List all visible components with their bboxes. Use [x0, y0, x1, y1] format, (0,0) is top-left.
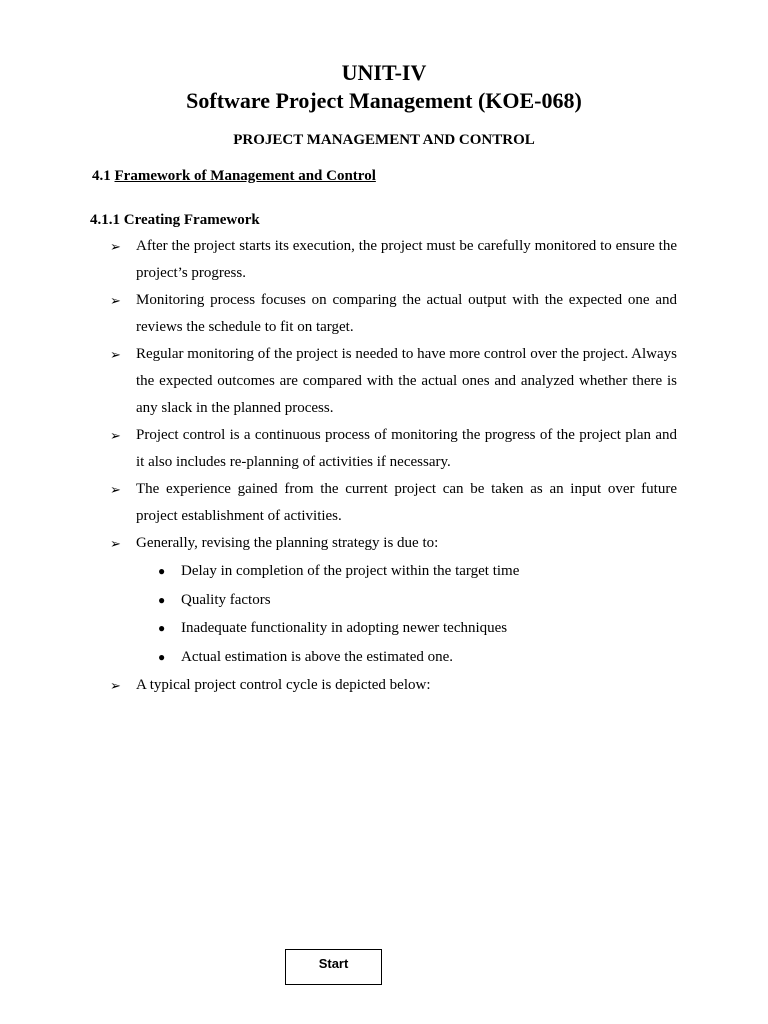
list-item-text: A typical project control cycle is depicted below: — [136, 676, 431, 693]
sub-list-item-text: Actual estimation is above the estimated one. — [181, 649, 454, 666]
sub-list-item — [0, 557, 768, 586]
sub-list-item-text: Inadequate functionality in adopting newer techniques — [181, 620, 508, 637]
sub-list-item — [0, 643, 768, 672]
arrow-bullet-icon: ➢ — [110, 239, 121, 254]
dot-bullet-icon: ● — [158, 564, 166, 578]
list-item — [0, 233, 677, 287]
list-item — [0, 341, 677, 422]
sub-list-item — [0, 586, 768, 615]
arrow-bullet-icon: ➢ — [110, 347, 121, 362]
sub-bullet-list — [0, 557, 768, 672]
list-item-text: The experience gained from the current project can be taken as an input over future project establishment of activities. — [136, 481, 677, 524]
section-heading — [92, 166, 376, 186]
arrow-bullet-icon: ➢ — [110, 293, 121, 308]
list-item-text: Generally, revising the planning strategy is due to: — [136, 535, 439, 551]
arrow-bullet-icon: ➢ — [110, 482, 121, 497]
list-item — [0, 422, 677, 476]
subsection-heading: 4.1.1 Creating Framework — [90, 212, 260, 228]
arrow-bullet-icon: ➢ — [110, 677, 121, 693]
list-item-text: Monitoring process focuses on comparing the actual output with the expected one and reviews the schedule to fit on target. — [136, 292, 677, 335]
section-title: Framework of Management and Control — [114, 168, 376, 184]
list-item-text: After the project starts its execution, the project must be carefully monitored to ensure the project’s progress. — [136, 238, 677, 281]
sub-list-item-text: Delay in completion of the project within the target time — [181, 563, 520, 579]
arrow-bullet-icon: ➢ — [110, 536, 121, 551]
course-title: Software Project Management (KOE-068) — [186, 88, 582, 113]
unit-title: UNIT-IV — [341, 60, 427, 85]
section-number: 4.1 — [92, 168, 111, 184]
sub-list-item — [0, 614, 768, 643]
list-item — [0, 287, 677, 341]
dot-bullet-icon: ● — [158, 592, 166, 607]
bullet-list — [0, 233, 768, 699]
diagram-start-node: Start — [285, 949, 382, 985]
list-item — [0, 476, 677, 530]
list-item — [0, 530, 677, 557]
dot-bullet-icon: ● — [158, 650, 166, 665]
list-item-text: Regular monitoring of the project is needed to have more control over the project. Always the expected outcomes are compared with the actual ones and analyzed whether there is any slack in the planned process. — [136, 346, 677, 416]
dot-bullet-icon: ● — [158, 621, 166, 636]
sub-list-item-text: Quality factors — [181, 591, 271, 608]
list-item — [0, 672, 677, 699]
list-item-text: Project control is a continuous process of monitoring the progress of the project plan and it also includes re-planning of activities if necessary. — [136, 427, 677, 470]
arrow-bullet-icon: ➢ — [110, 428, 121, 443]
chapter-title: PROJECT MANAGEMENT AND CONTROL — [233, 132, 535, 148]
